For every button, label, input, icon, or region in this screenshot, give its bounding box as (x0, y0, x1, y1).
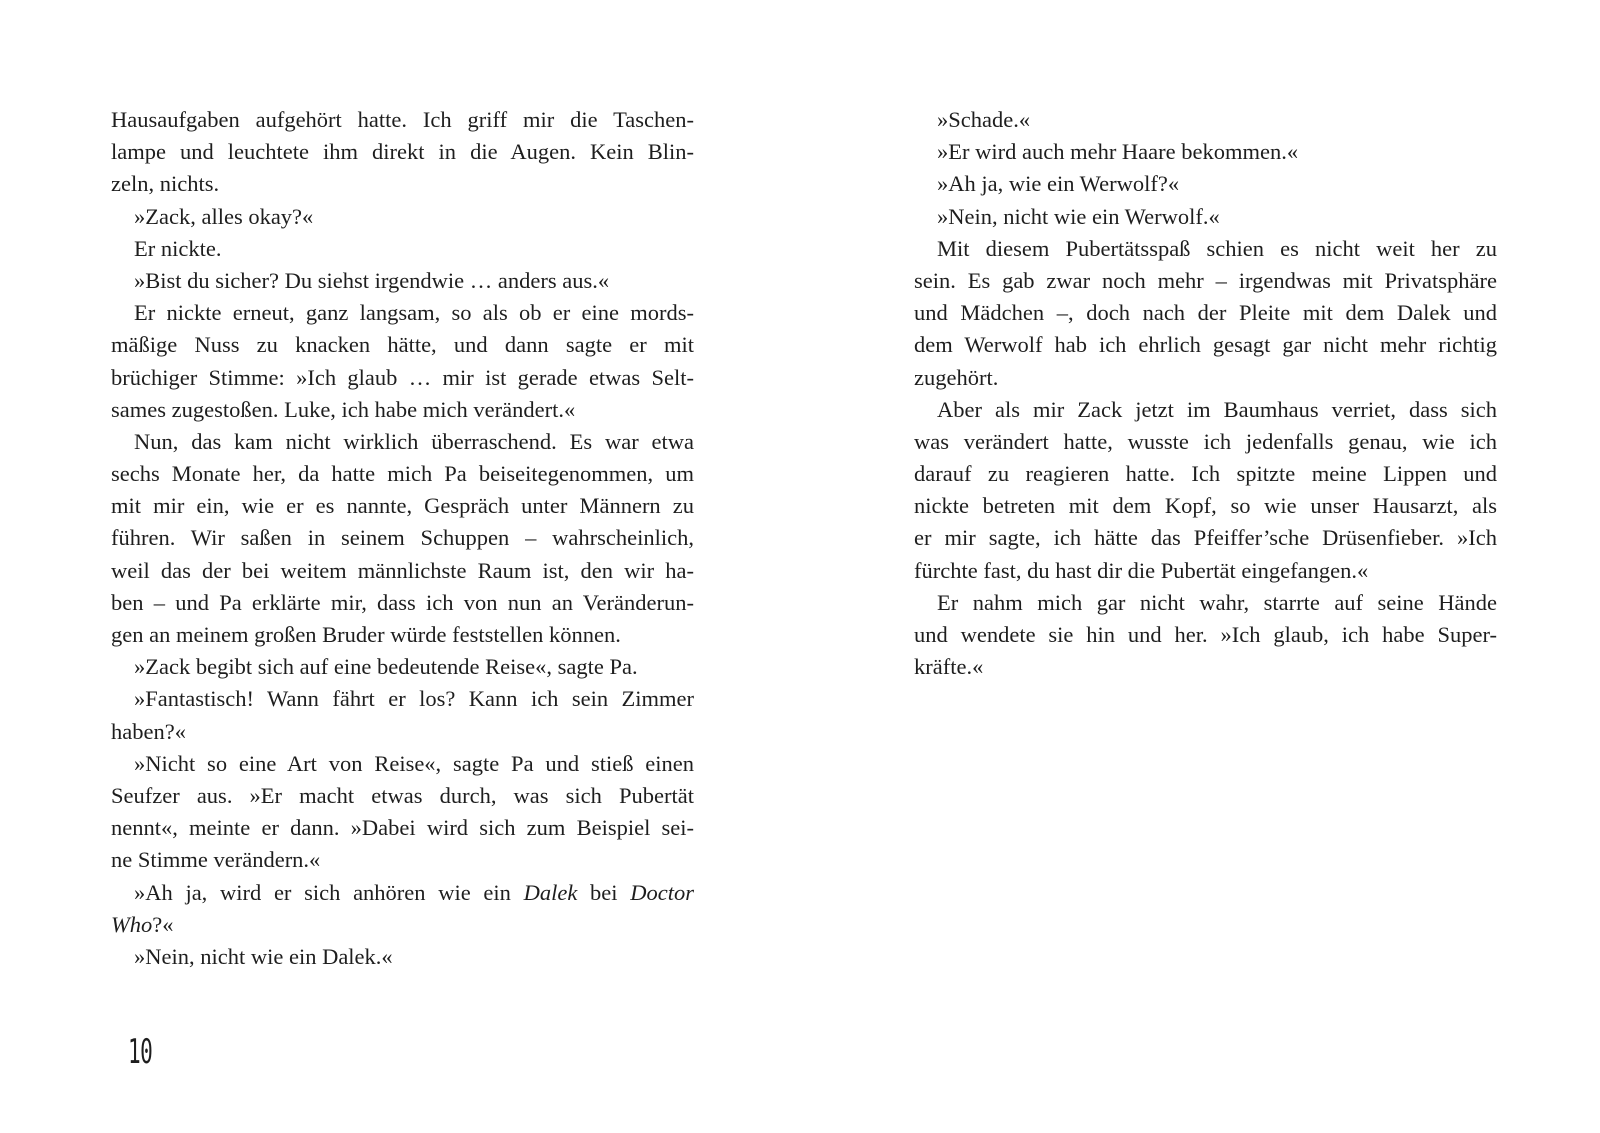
right-page-text (914, 104, 1497, 683)
text-line: lampe und leuchtete ihm direkt in die Augen. Kein Blin- (111, 139, 694, 165)
text-line: darauf zu reagieren hatte. Ich spitzte meine Lippen und (914, 461, 1497, 487)
text-line: dem Werwolf hab ich ehrlich gesagt gar nicht mehr richtig (914, 332, 1497, 358)
text-line: Hausaufgaben aufgehört hatte. Ich griff mir die Taschen- (111, 107, 694, 132)
text-line: kräfte.« (914, 654, 984, 680)
text-line: Er nickte erneut, ganz langsam, so als ob er eine mords- (134, 300, 694, 326)
text-segment: ?« (152, 911, 174, 937)
text-line: Seufzer aus. »Er macht etwas durch, was sich Pubertät (111, 782, 694, 808)
text-line: nennt«, meinte er dann. »Dabei wird sich zum Beispiel sei- (111, 815, 694, 841)
text-line: sames zugestoßen. Luke, ich habe mich verändert.« (111, 396, 576, 422)
text-line: ne Stimme verändern.« (111, 847, 321, 873)
text-line: »Bist du sicher? Du siehst irgendwie … anders aus.« (134, 267, 610, 293)
text-line (111, 877, 694, 909)
text-line: zeln, nichts. (111, 171, 220, 197)
text-line: gen an meinem großen Bruder würde feststellen können. (111, 622, 621, 647)
text-line: Aber als mir Zack jetzt im Baumhaus verriet, dass sich (937, 396, 1497, 422)
text-line: »Nein, nicht wie ein Werwolf.« (937, 203, 1220, 229)
left-page-text (111, 104, 694, 973)
text-line: »Nein, nicht wie ein Dalek.« (134, 943, 393, 969)
text-line: sechs Monate her, da hatte mich Pa beiseitegenommen, um (111, 461, 694, 487)
text-line: nickte betreten mit dem Kopf, so wie unser Hausarzt, als (914, 493, 1497, 519)
text-line: mit mir ein, wie er es nannte, Gespräch unter Männern zu (111, 493, 694, 519)
text-line: »Ah ja, wie ein Werwolf?« (937, 171, 1180, 197)
text-line: brüchiger Stimme: »Ich glaub … mir ist gerade etwas Selt- (111, 364, 694, 390)
text-line: »Nicht so eine Art von Reise«, sagte Pa und stieß einen (134, 750, 694, 776)
text-line: ben – und Pa erklärte mir, dass ich von nun an Veränderun- (111, 589, 694, 615)
italic-title-dalek: Dalek (523, 879, 578, 905)
text-line: »Schade.« (937, 107, 1031, 132)
text-line: haben?« (111, 718, 186, 744)
italic-title-doctor: Doctor (630, 879, 694, 905)
text-line: und Mädchen –, doch nach der Pleite mit dem Dalek und (914, 300, 1497, 326)
text-line: »Fantastisch! Wann fährt er los? Kann ich sein Zimmer (134, 686, 694, 712)
text-segment: »Ah ja, wird er sich anhören wie ein (134, 879, 524, 905)
text-line: weil das der bei weitem männlichste Raum ist, den wir ha- (111, 557, 694, 583)
text-line: Er nickte. (134, 235, 222, 261)
text-line: er mir sagte, ich hätte das Pfeiffer’sche Drüsenfieber. »Ich (914, 525, 1497, 551)
text-line (111, 909, 694, 941)
text-segment: bei (577, 879, 631, 905)
text-line: fürchte fast, du hast dir die Pubertät eingefangen.« (914, 557, 1369, 583)
text-line: »Zack, alles okay?« (134, 203, 314, 229)
text-line: »Zack begibt sich auf eine bedeutende Reise«, sagte Pa. (134, 654, 638, 680)
text-line: sein. Es gab zwar noch mehr – irgendwas mit Privatsphäre (914, 267, 1497, 293)
text-line: Er nahm mich gar nicht wahr, starrte auf seine Hände (937, 589, 1497, 615)
text-line: was verändert hatte, wusste ich jedenfalls genau, wie ich (914, 428, 1497, 454)
text-line: und wendete sie hin und her. »Ich glaub, ich habe Super- (914, 622, 1497, 647)
text-line: mäßige Nuss zu knacken hätte, und dann sagte er mit (111, 332, 694, 358)
text-line: Nun, das kam nicht wirklich überraschend. Es war etwa (134, 428, 694, 454)
text-line: führen. Wir saßen in seinem Schuppen – wahrscheinlich, (111, 525, 694, 551)
text-line: zugehört. (914, 364, 999, 390)
page-number: 10 (128, 1032, 153, 1072)
italic-title-who: Who (111, 911, 153, 937)
text-line: »Er wird auch mehr Haare bekommen.« (937, 139, 1299, 165)
text-line: Mit diesem Pubertätsspaß schien es nicht weit her zu (937, 235, 1497, 261)
